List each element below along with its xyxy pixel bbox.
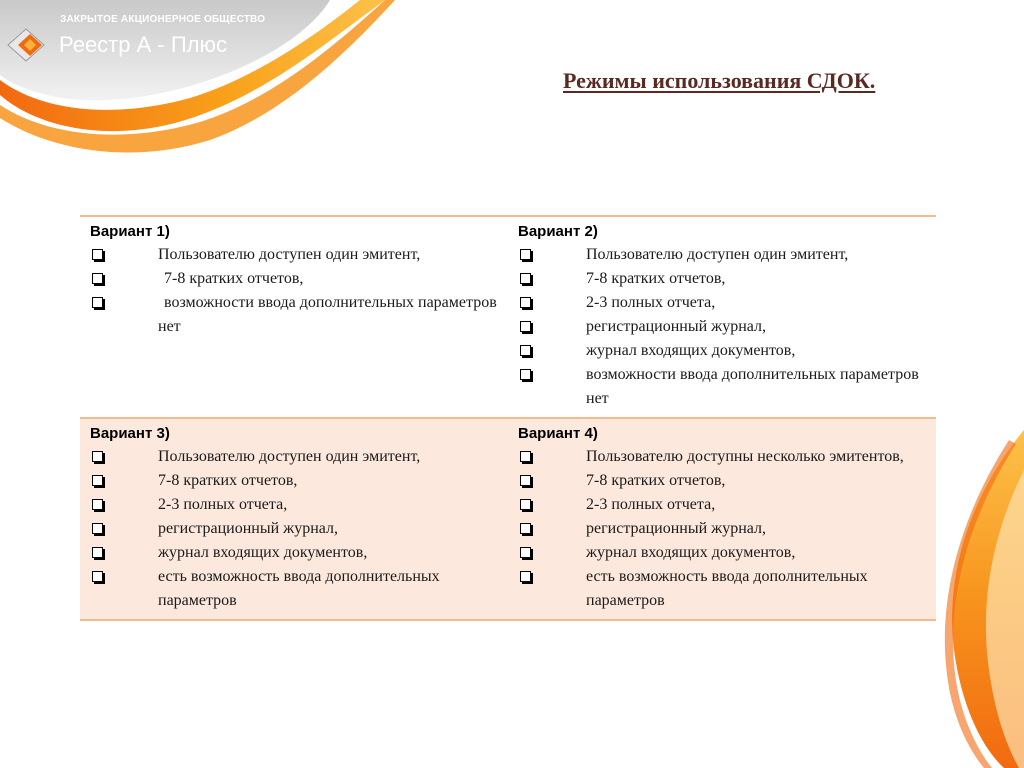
list-item: 2-3 полных отчета, (518, 291, 926, 315)
checkbox-bullet-icon (92, 273, 103, 284)
company-logo (4, 8, 284, 68)
variants-table (80, 215, 936, 621)
checkbox-bullet-icon (520, 475, 531, 486)
checkbox-bullet-icon (520, 451, 531, 462)
list-item: 2-3 полных отчета, (90, 493, 498, 517)
checkbox-bullet-icon (520, 321, 531, 332)
list-item: регистрационный журнал, (90, 517, 498, 541)
variant-heading: Вариант 3) (90, 425, 170, 442)
checkbox-bullet-icon (520, 499, 531, 510)
variant-item-list (518, 243, 926, 411)
variant-cell-4 (508, 418, 936, 620)
checkbox-bullet-icon (92, 297, 103, 308)
checkbox-bullet-icon (520, 297, 531, 308)
variant-cell-2 (508, 216, 936, 418)
table-row (80, 418, 936, 620)
variant-item-list (518, 445, 926, 613)
list-item: Пользователю доступен один эмитент, (90, 445, 498, 469)
checkbox-bullet-icon (520, 249, 531, 260)
variant-heading: Вариант 4) (518, 425, 598, 442)
list-item: Пользователю доступен один эмитент, (90, 243, 498, 267)
checkbox-bullet-icon (520, 523, 531, 534)
checkbox-bullet-icon (92, 523, 103, 534)
page-title: Режимы использования СДОК. (563, 68, 876, 93)
logo-diamond-icon (4, 25, 54, 65)
variant-heading: Вариант 2) (518, 223, 598, 240)
list-item: журнал входящих документов, (518, 541, 926, 565)
checkbox-bullet-icon (92, 547, 103, 558)
list-item: 7-8 кратких отчетов, (90, 469, 498, 493)
variant-cell-3 (80, 418, 508, 620)
checkbox-bullet-icon (520, 547, 531, 558)
checkbox-bullet-icon (92, 499, 103, 510)
checkbox-bullet-icon (92, 475, 103, 486)
list-item: 7-8 кратких отчетов, (518, 267, 926, 291)
list-item: есть возможность ввода дополнительных параметров (518, 565, 926, 613)
list-item: Пользователю доступны несколько эмитентов, (518, 445, 926, 469)
list-item: регистрационный журнал, (518, 315, 926, 339)
list-item: 2-3 полных отчета, (518, 493, 926, 517)
list-item: есть возможность ввода дополнительных параметров (90, 565, 498, 613)
list-item: 7-8 кратких отчетов, (518, 469, 926, 493)
list-item: Пользователю доступен один эмитент, (518, 243, 926, 267)
checkbox-bullet-icon (92, 451, 103, 462)
variant-cell-1 (80, 216, 508, 418)
list-item: 7-8 кратких отчетов, (90, 267, 498, 291)
list-item: журнал входящих документов, (90, 541, 498, 565)
checkbox-bullet-icon (92, 571, 103, 582)
variant-heading: Вариант 1) (90, 223, 170, 240)
checkbox-bullet-icon (520, 571, 531, 582)
variant-item-list (90, 243, 498, 339)
checkbox-bullet-icon (92, 249, 103, 260)
logo-name: Реестр А - Плюс (59, 32, 227, 57)
list-item: возможности ввода дополнительных параметров нет (90, 291, 498, 339)
checkbox-bullet-icon (520, 369, 531, 380)
list-item: возможности ввода дополнительных параметров нет (518, 363, 926, 411)
checkbox-bullet-icon (520, 273, 531, 284)
variant-item-list (90, 445, 498, 613)
list-item: журнал входящих документов, (518, 339, 926, 363)
list-item: регистрационный журнал, (518, 517, 926, 541)
table-row (80, 216, 936, 418)
checkbox-bullet-icon (520, 345, 531, 356)
logo-subtitle: ЗАКРЫТОЕ АКЦИОНЕРНОЕ ОБЩЕСТВО (60, 14, 266, 25)
